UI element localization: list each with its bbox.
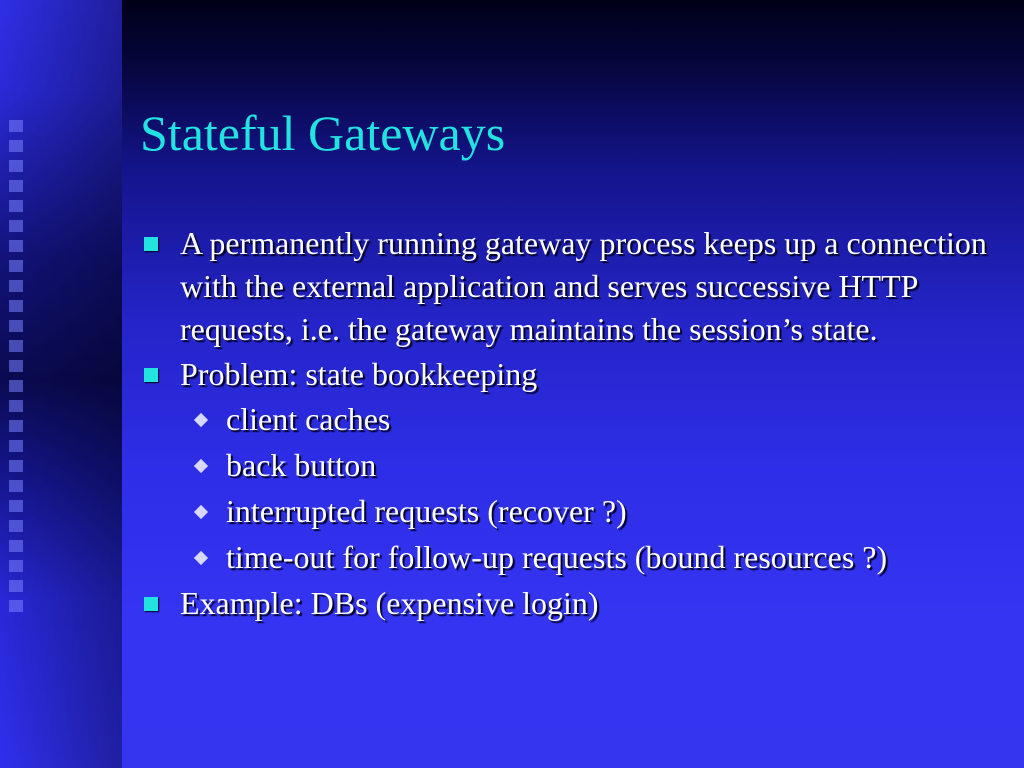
bullet-text: Problem: state bookkeeping bbox=[180, 356, 538, 392]
bullet-text: Example: DBs (expensive login) bbox=[180, 585, 599, 621]
square-bullet-icon bbox=[144, 368, 158, 382]
diamond-bullet-icon bbox=[194, 551, 208, 565]
diamond-bullet-icon bbox=[194, 505, 208, 519]
left-decorative-band bbox=[0, 0, 122, 768]
diamond-bullet-icon bbox=[194, 459, 208, 473]
sub-bullet-text: client caches bbox=[226, 401, 391, 437]
decorative-square-column bbox=[9, 120, 23, 620]
sub-bullet-item bbox=[142, 536, 1002, 579]
square-bullet-icon bbox=[144, 237, 158, 251]
sub-bullet-item bbox=[142, 444, 1002, 487]
sub-bullet-item bbox=[142, 490, 1002, 533]
sub-bullet-text: time-out for follow-up requests (bound resources ?) bbox=[226, 539, 888, 575]
sub-bullet-item bbox=[142, 398, 1002, 441]
slide-title: Stateful Gateways bbox=[140, 105, 506, 161]
slide-body bbox=[142, 222, 1002, 627]
bullet-text: A permanently running gateway process keeps up a connection with the external application and serves successive HTTP requests, i.e. the gateway maintains the session’s state. bbox=[180, 225, 987, 347]
sub-bullet-text: back button bbox=[226, 447, 377, 483]
diamond-bullet-icon bbox=[194, 413, 208, 427]
bullet-item bbox=[142, 353, 1002, 396]
sub-bullet-list bbox=[142, 398, 1002, 579]
sub-bullet-text: interrupted requests (recover ?) bbox=[226, 493, 627, 529]
square-bullet-icon bbox=[144, 597, 158, 611]
bullet-item bbox=[142, 582, 1002, 625]
bullet-item bbox=[142, 222, 1002, 351]
